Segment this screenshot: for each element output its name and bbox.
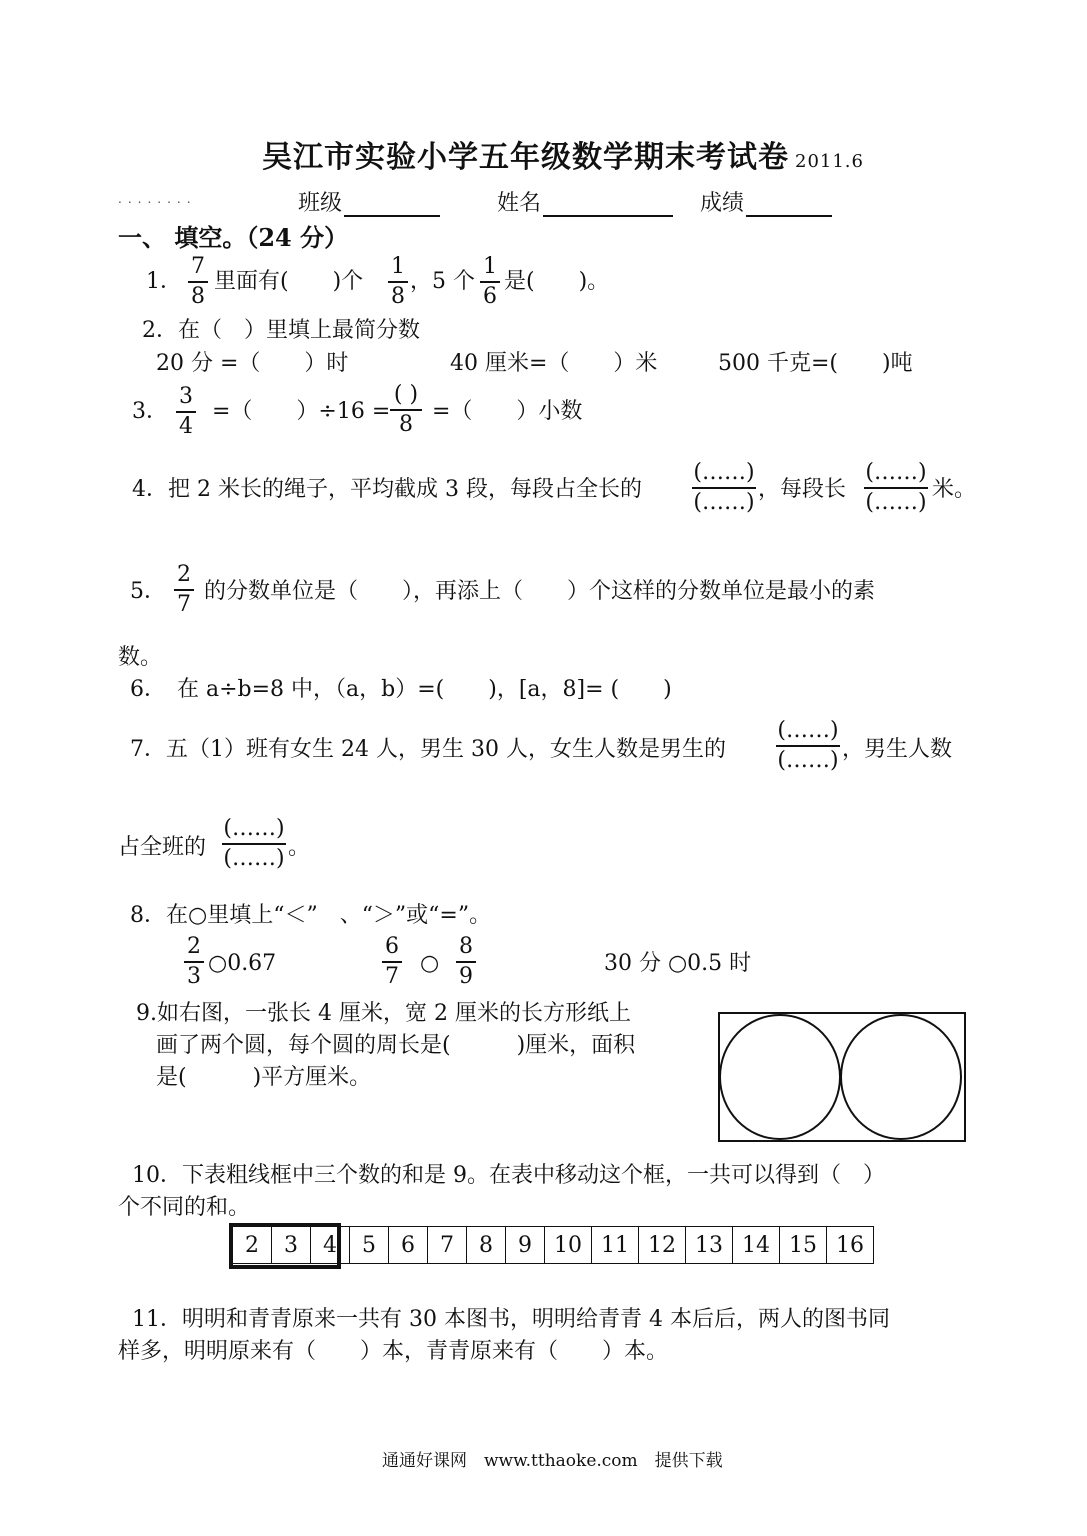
q1-fraction-1: 7 8 (188, 254, 208, 310)
table-cell: 11 (592, 1227, 639, 1264)
q5-fraction: 2 7 (174, 562, 194, 618)
table-cell: 15 (780, 1227, 827, 1264)
q4-blank-fraction-1[interactable]: (……) (……) (693, 460, 755, 515)
name-blank[interactable] (543, 195, 673, 217)
q8-fraction-b1: 6 7 (382, 934, 402, 990)
q9-circle-right (840, 1014, 962, 1140)
q8-item-a: ○0.67 (208, 951, 277, 976)
q7-text-4: 。 (288, 835, 311, 860)
page-title (262, 132, 864, 176)
footer-credit: 通通好课网 www.tthaoke.com 提供下载 (382, 1451, 723, 1471)
q1-fraction-3: 1 6 (480, 254, 500, 310)
table-cell: 8 (467, 1227, 506, 1264)
q1-fraction-2: 1 8 (388, 254, 408, 310)
q7-text-3: 占全班的 (118, 835, 207, 860)
table-cell: 6 (389, 1227, 428, 1264)
q8-line1: 8．在○里填上“＜” 、“＞”或“=”。 (130, 903, 492, 928)
name-label: 姓名 (497, 191, 542, 216)
title-date: 2011.6 (795, 151, 864, 172)
q10-line2: 个不同的和。 (118, 1195, 251, 1220)
q10-number-table (232, 1226, 874, 1264)
q7-blank-fraction-1[interactable]: (……) (……) (777, 718, 839, 773)
q3-fraction-1: 3 4 (176, 384, 196, 440)
score-label: 成绩 (700, 191, 745, 216)
q1-text-2: ，5 个 (410, 269, 475, 294)
table-cell: 4 (311, 1227, 350, 1264)
table-cell: 16 (827, 1227, 874, 1264)
class-blank[interactable] (344, 195, 440, 217)
q5-text-1: 的分数单位是（ ），再添上（ ）个这样的分数单位是最小的素 (204, 579, 876, 604)
q1-text-1: 里面有( )个 (214, 269, 364, 294)
table-cell: 9 (506, 1227, 545, 1264)
q3-text-2: =（ ）小数 (432, 399, 583, 424)
section-heading: 一、 填空。（24 分） (118, 223, 349, 252)
title-text: 吴江市实验小学五年级数学期末考试卷 (262, 140, 789, 175)
q11-line1: 11．明明和青青原来一共有 30 本图书，明明给青青 4 本后后，两人的图书同 (132, 1307, 890, 1332)
q9-circle-left (719, 1014, 841, 1140)
q6-text: 6． 在 a÷b=8 中，（a，b）=( )，[a，8]= ( ) (130, 677, 672, 702)
q8-item-b-circle: ○ (420, 951, 440, 976)
q8-fraction-b2: 8 9 (456, 934, 476, 990)
q3-number: 3． (132, 399, 168, 424)
class-label: 班级 (298, 191, 343, 216)
q9-line1: 9.如右图，一张长 4 厘米，宽 2 厘米的长方形纸上 (136, 1001, 631, 1026)
table-cell: 7 (428, 1227, 467, 1264)
q7-text-2: ，男生人数 (842, 737, 953, 762)
q1-number: 1． (146, 269, 182, 294)
table-cell: 13 (686, 1227, 733, 1264)
q8-fraction-a: 2 3 (184, 934, 204, 990)
q5-number: 5． (130, 579, 166, 604)
q2-item-a: 20 分 =（ ）时 (156, 351, 349, 376)
q9-line2: 画了两个圆，每个圆的周长是( )厘米，面积 (156, 1033, 636, 1058)
table-cell: 14 (733, 1227, 780, 1264)
score-blank[interactable] (746, 195, 832, 217)
q2-line1: 2．在（ ）里填上最简分数 (142, 318, 420, 343)
q3-fraction-2: ( ) 8 (390, 382, 422, 438)
q7-blank-fraction-2[interactable]: (……) (……) (223, 816, 285, 871)
q1-text-3: 是( )。 (504, 269, 610, 294)
table-cell: 12 (639, 1227, 686, 1264)
table-cell: 10 (545, 1227, 592, 1264)
table-cell: 3 (272, 1227, 311, 1264)
student-info-row (298, 186, 832, 217)
q3-text-1: =（ ）÷16 = (212, 399, 391, 424)
q2-item-b: 40 厘米=（ ）米 (450, 351, 658, 376)
q4-text-3: 米。 (932, 477, 977, 502)
q4-blank-fraction-2[interactable]: (……) (……) (865, 460, 927, 515)
dot-leader: ........ (118, 192, 197, 206)
q7-text-1: 7．五（1）班有女生 24 人，男生 30 人，女生人数是男生的 (130, 737, 726, 762)
q5-text-2: 数。 (118, 645, 163, 670)
q4-text-2: ，每段长 (758, 477, 847, 502)
q9-line3: 是( )平方厘米。 (156, 1065, 372, 1090)
q8-item-c: 30 分 ○0.5 时 (604, 951, 752, 976)
q4-text-1: 4．把 2 米长的绳子，平均截成 3 段，每段占全长的 (132, 477, 642, 502)
q10-line1: 10．下表粗线框中三个数的和是 9。在表中移动这个框，一共可以得到（ ） (132, 1163, 885, 1188)
q2-item-c: 500 千克=( )吨 (718, 351, 913, 376)
q11-line2: 样多，明明原来有（ ）本，青青原来有（ ）本。 (118, 1339, 669, 1364)
table-cell: 5 (350, 1227, 389, 1264)
table-cell: 2 (233, 1227, 272, 1264)
